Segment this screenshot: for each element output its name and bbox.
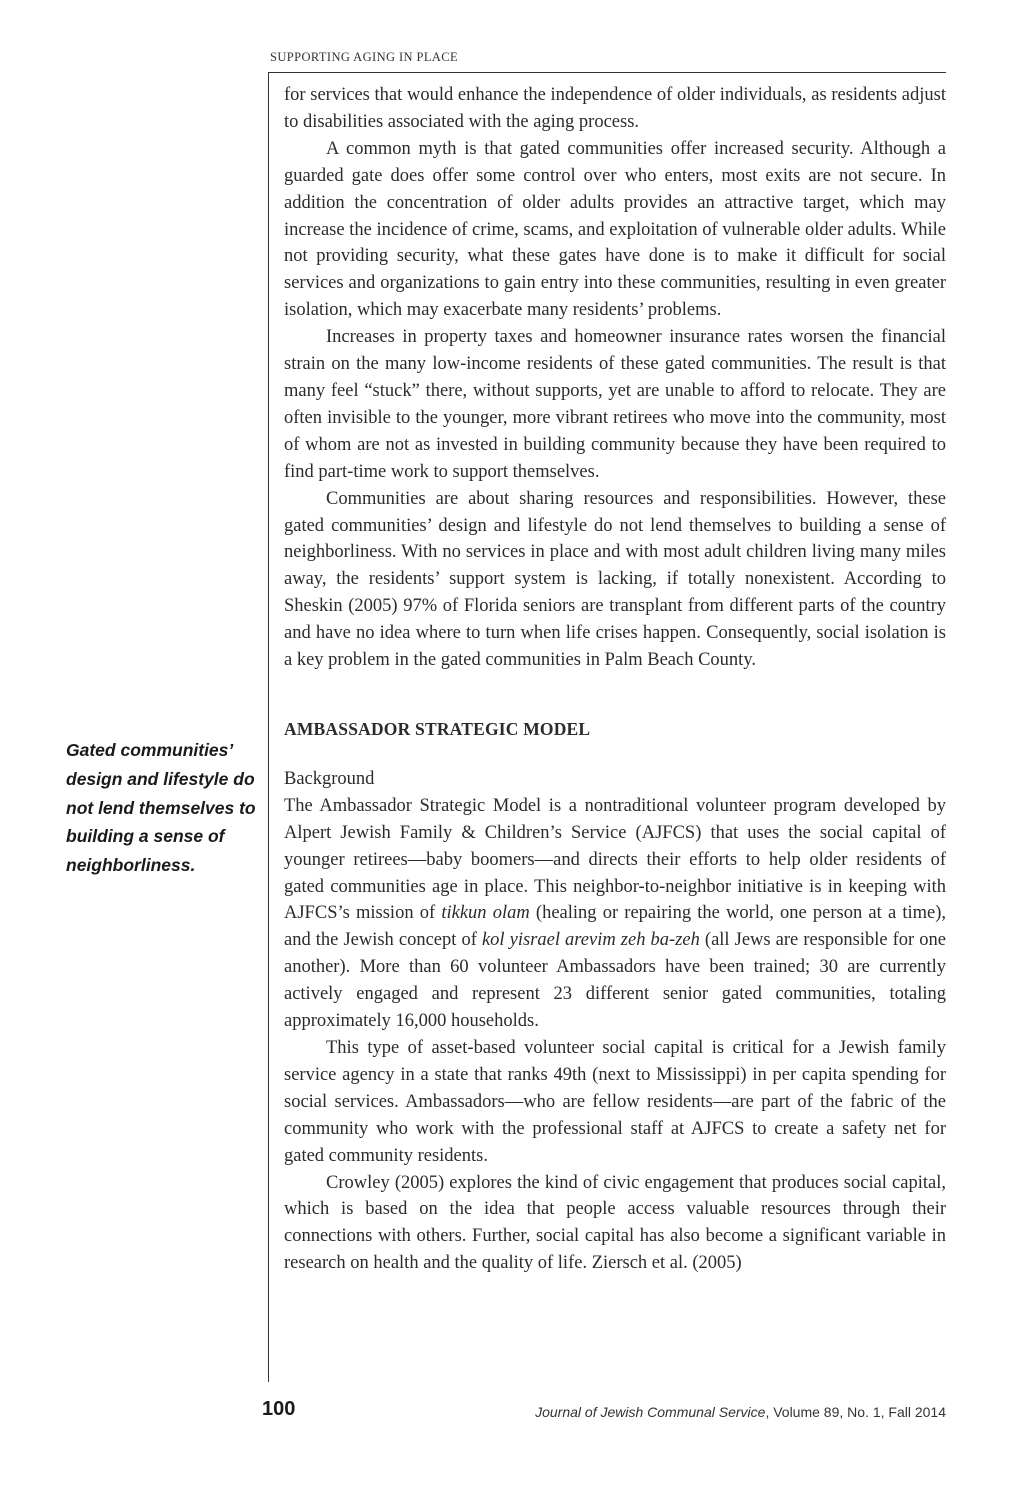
pull-quote: Gated communities’ design and lifestyle do not lend themselves to building a sense of neighborliness. [66, 740, 256, 876]
journal-title: Journal of Jewish Communal Service [535, 1404, 766, 1420]
paragraph-1: for services that would enhance the independence of older individuals, as residents adjust to disabilities associated with the aging process. [284, 85, 946, 132]
journal-citation [535, 1404, 946, 1420]
paragraph-7: Crowley (2005) explores the kind of civic engagement that produces social capital, which is based on the idea that people access valuable resources through their connections with others. Further, social capital has also become a significant variable in research on health and the quality of life. Ziersch et al. (2005) [284, 1172, 946, 1274]
running-head: SUPPORTING AGING IN PLACE [270, 50, 459, 64]
paragraph-5-part-c: (healing or repairing the world, one person at a time), and the Jewish concept of [284, 903, 946, 951]
column-rule [268, 72, 269, 1382]
paragraph-4: Communities are about sharing resources and responsibilities. However, these gated communities’ design and lifestyle do not lend themselves to building a sense of neighborliness. With no services in place and with most adult children living many miles away, the residents’ support system is lacking, if totally nonexistent. According to Sheskin (2005) 97% of Florida seniors are transplant from different parts of the country and have no idea where to turn when life crises happen. Consequently, social isolation is a key problem in the gated communities in Palm Beach County. [284, 488, 946, 671]
paragraph-3: Increases in property taxes and homeowner insurance rates worsen the financial strain on the many low-income residents of these gated communities. The result is that many feel “stuck” there, without supports, yet are unable to afford to relocate. They are often invisible to the younger, more vibrant retirees who move into the community, most of whom are not as invested in building community because they have been required to find part-time work to support themselves. [284, 327, 946, 482]
term-tikkun-olam: tikkun olam [441, 903, 530, 924]
journal-issue: , Volume 89, No. 1, Fall 2014 [765, 1404, 946, 1420]
term-kol-yisrael: kol yisrael arevim zeh ba-zeh [481, 930, 700, 951]
subsection-heading: Background [284, 768, 375, 789]
section-heading: AMBASSADOR STRATEGIC MODEL [284, 718, 591, 739]
paragraph-5-part-a: The Ambassador Strategic Model is a nontraditional volunteer program developed by Alpert Jewish Family & Children’s Service (AJFCS) that uses the social capital of younger retirees—baby boomers—and directs their efforts to help older residents of gated communities age in place. This neighbor-to-neighbor initiative is in keeping with AJFCS’s mission of [284, 795, 946, 924]
header-rule [268, 72, 946, 73]
paragraph-2: A common myth is that gated communities offer increased security. Although a guarded gate does offer some control over who enters, most exits are not secure. In addition the concentration of older adults provides an attractive target, which may increase the incidence of crime, scams, and exploitation of vulnerable older adults. While not providing security, what these gates have done is to make it difficult for social services and organizations to gain entry into these communities, resulting in even greater isolation, which may exacerbate many residents’ problems. [284, 138, 946, 321]
main-column [284, 82, 946, 1277]
page-number: 100 [262, 1398, 296, 1420]
paragraph-5-part-e: (all Jews are responsible for one another). More than 60 volunteer Ambassadors have been trained; 30 are currently actively engaged and represent 23 different senior gated communities, totaling approximately 16,000 households. [284, 930, 946, 1032]
paragraph-5 [284, 793, 946, 1035]
paragraph-6: This type of asset-based volunteer social capital is critical for a Jewish family service agency in a state that ranks 49th (next to Mississippi) in per capita spending for social services. Ambassadors—who are fellow residents—are part of the fabric of the community who work with the professional staff at AJFCS to create a safety net for gated community residents. [284, 1038, 946, 1166]
